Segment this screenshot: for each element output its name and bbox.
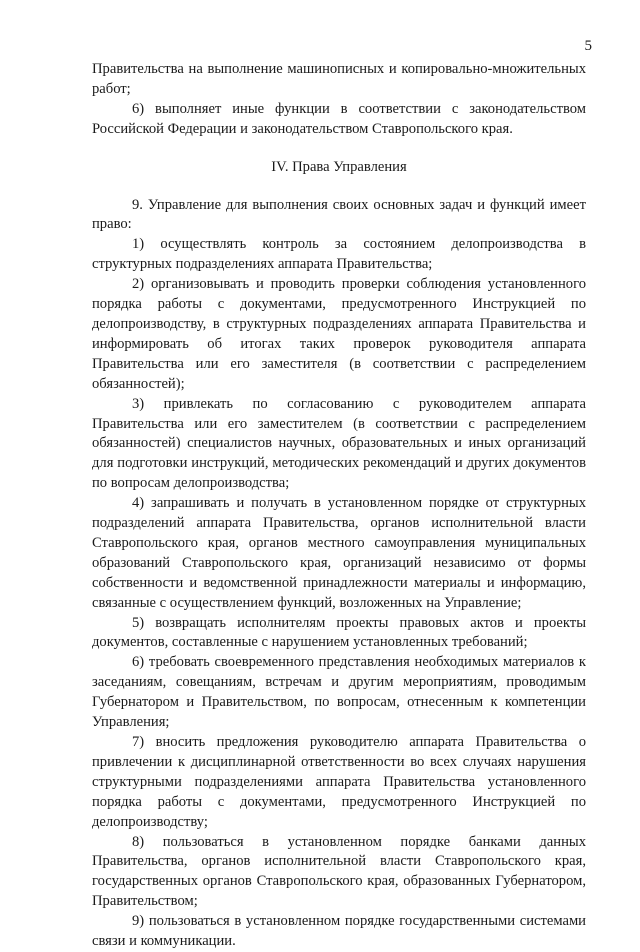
rights-item-7: 7) вносить предложения руководителю аппарата Правительства о привлечении к дисциплинарной ответственности во всех случаях нарушения структурными подразделениями аппарата Правительства установленного порядка работы с документами, предусмотренного Инструкцией по делопроизводству; bbox=[92, 734, 586, 830]
document-body bbox=[92, 60, 586, 952]
rights-item-5: 5) возвращать исполнителям проекты правовых актов и проекты документов, составленные с нарушением установленных требований; bbox=[92, 614, 586, 651]
rights-item-1: 1) осуществлять контроль за состоянием делопроизводства в структурных подразделениях аппарата Правительства; bbox=[92, 236, 586, 273]
rights-item-2: 2) организовывать и проводить проверки соблюдения установленного порядка работы с документами, предусмотренного Инструкцией по делопроизводству, в структурных подразделениях аппарата Правительства и информировать об итогах таких проверок руководителя аппарата Правительства или его заместителя (в соответствии с распределением обязанностей); bbox=[92, 276, 586, 392]
rights-item-3: 3) привлекать по согласованию с руководителем аппарата Правительства или его заместителем (в соответствии с распределением обязанностей) специалистов научных, образовательных и иных организаций для подготовки инструкций, методических рекомендаций и других документов по вопросам делопроизводства; bbox=[92, 395, 586, 492]
paragraph-continuation: Правительства на выполнение машинописных и копировально-множительных работ; bbox=[92, 61, 586, 97]
paragraph-item-6: 6) выполняет иные функции в соответствии с законодательством Российской Федерации и законодательством Ставропольского края. bbox=[92, 100, 586, 137]
rights-item-8: 8) пользоваться в установленном порядке банками данных Правительства, органов исполнительной власти Ставропольского края, государственных органов Ставропольского края, образованных Губернатором, Правительством; bbox=[92, 833, 586, 910]
section-title: IV. Права Управления bbox=[271, 158, 407, 175]
rights-item-9: 9) пользоваться в установленном порядке государственными системами связи и коммуникации. bbox=[92, 913, 586, 950]
page-number: 5 bbox=[584, 38, 592, 54]
rights-lead: 9. Управление для выполнения своих основных задач и функций имеет право: bbox=[92, 196, 586, 233]
rights-item-6: 6) требовать своевременного представления необходимых материалов к заседаниям, совещаниям, встречам и другим мероприятиям, проводимым Губернатором и Правительством, по вопросам, отнесенным к компетенции Управления; bbox=[92, 654, 586, 731]
rights-item-4: 4) запрашивать и получать в установленном порядке от структурных подразделений аппарата Правительства, органов исполнительной власти Ставропольского края, органов местного самоуправления муниципальных образований Ставропольского края, организаций независимо от формы собственности и ведомственной принадлежности материалы и информацию, связанные с осуществлением функций, возложенных на Управление; bbox=[92, 495, 586, 611]
